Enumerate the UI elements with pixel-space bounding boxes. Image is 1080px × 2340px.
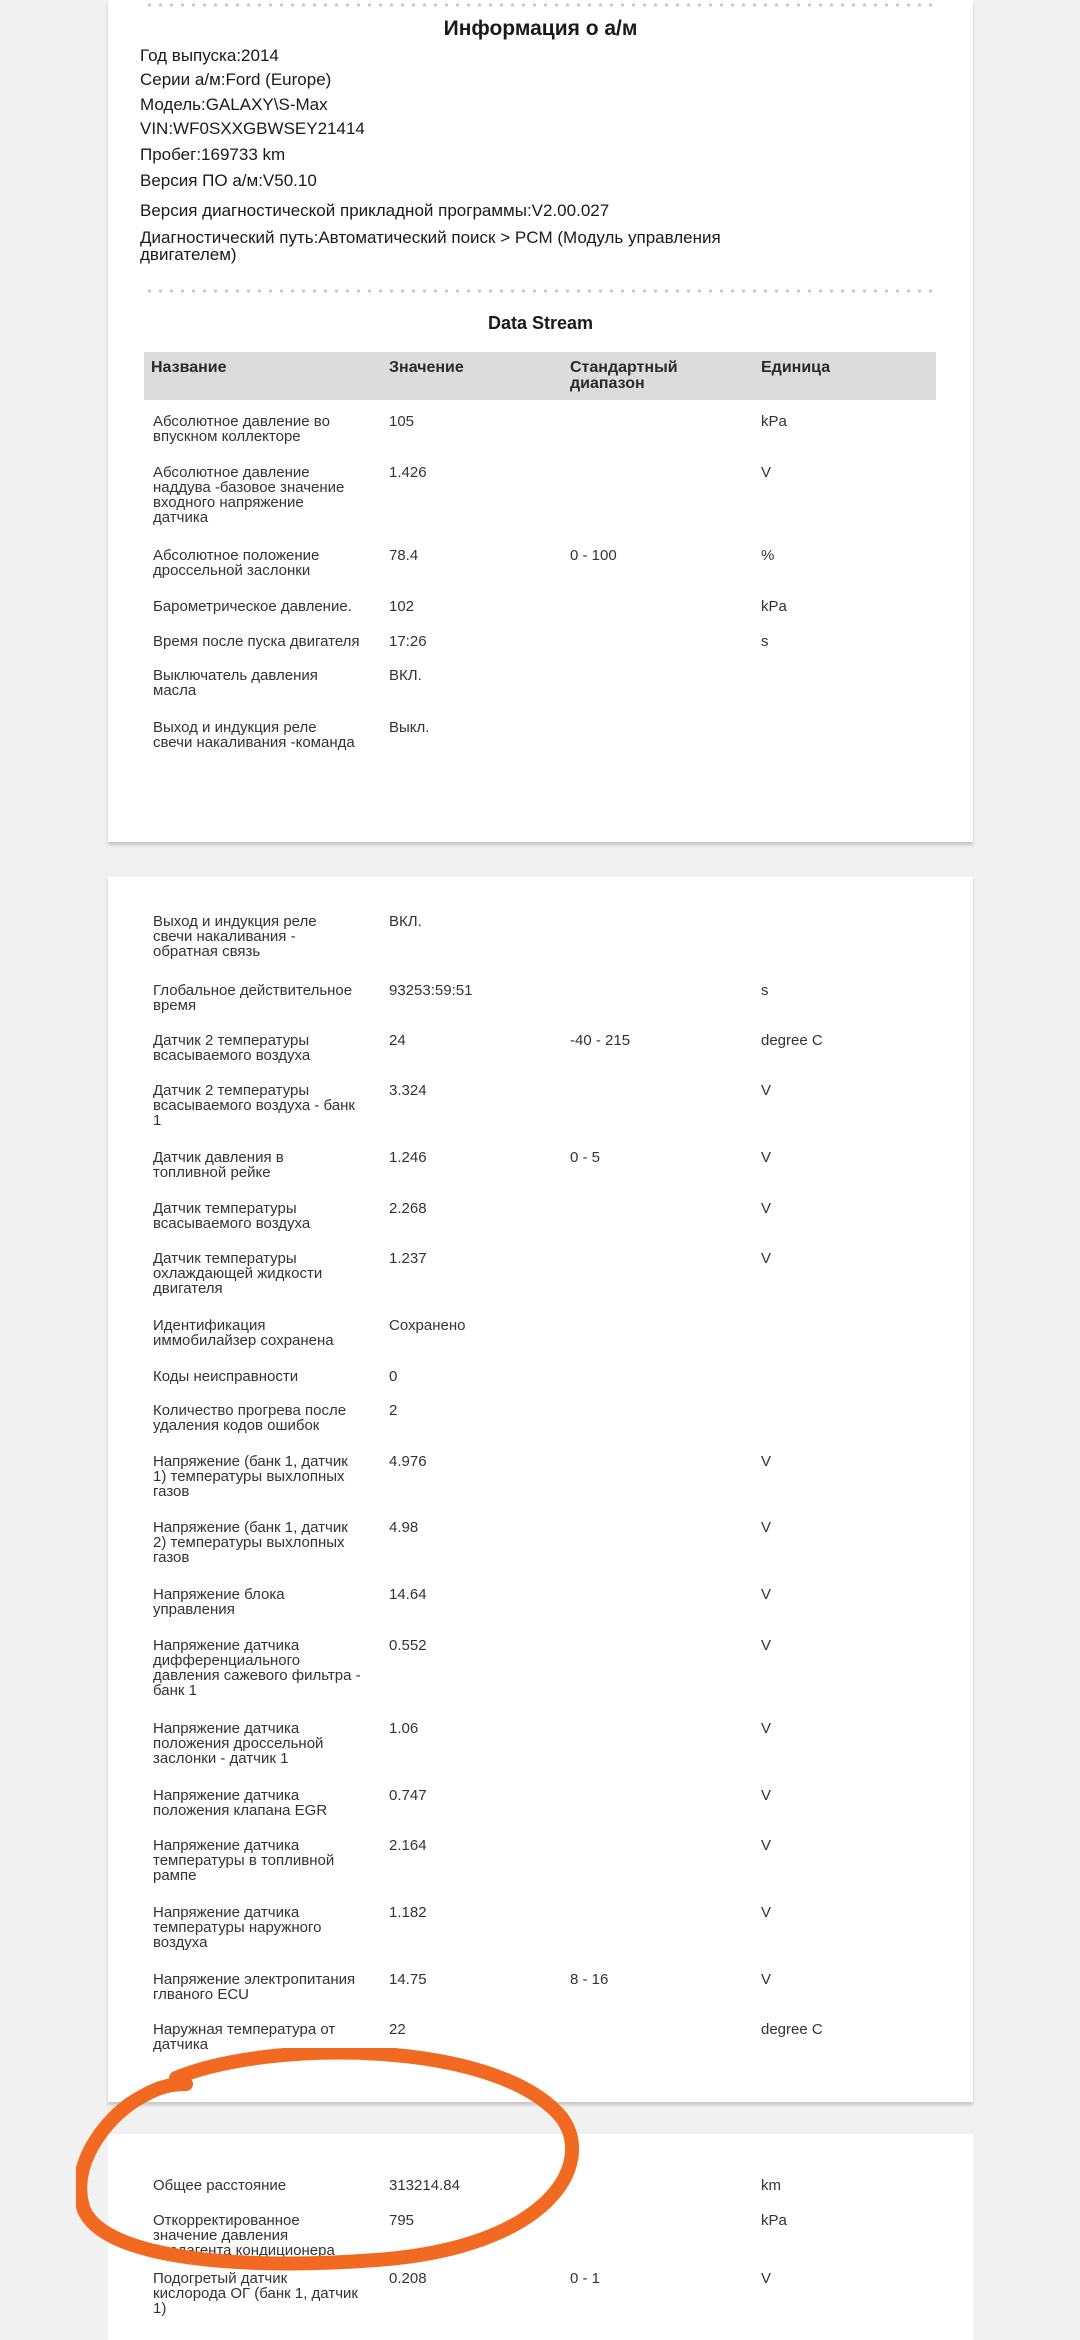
param-name-line: Общее расстояние <box>153 2177 287 2194</box>
param-name-line: Идентификация <box>153 1317 266 1334</box>
param-name-line: двигателя <box>153 1280 223 1297</box>
info-app-version: Версия диагностической прикладной программы:V2.00.027 <box>140 201 610 220</box>
param-name-line: положения клапана EGR <box>153 1802 328 1819</box>
param-unit: kPa <box>761 2212 787 2229</box>
param-name-line: 1) температуры выхлопных <box>153 1468 345 1485</box>
param-name-line: дифференциального <box>153 1652 301 1669</box>
param-unit: degree C <box>761 2021 823 2038</box>
param-name <box>153 1454 378 1499</box>
param-value: 4.976 <box>389 1453 427 1470</box>
param-name-line: входного напряжение <box>153 494 304 511</box>
param-name-line: Количество прогрева после <box>153 1402 347 1419</box>
param-name <box>153 1721 378 1766</box>
param-name-line: управления <box>153 1601 235 1618</box>
param-range: -40 - 215 <box>570 1032 631 1049</box>
param-unit: V <box>761 1837 772 1854</box>
param-unit: V <box>761 1250 772 1267</box>
param-value: 0.747 <box>389 1787 427 1804</box>
param-name <box>153 548 378 578</box>
param-value: 102 <box>389 598 415 615</box>
param-name <box>153 1369 378 1384</box>
param-range: 0 - 5 <box>570 1149 601 1166</box>
param-name-line: Датчик температуры <box>153 1200 297 1217</box>
param-name <box>153 465 378 525</box>
param-name-line: кислорода ОГ (банк 1, датчик <box>153 2285 358 2302</box>
param-name <box>153 2178 378 2193</box>
param-name <box>153 720 378 750</box>
param-name-line: Напряжение датчика <box>153 1837 300 1854</box>
param-unit: V <box>761 1519 772 1536</box>
param-name <box>153 1083 378 1128</box>
param-value: 313214.84 <box>389 2177 460 2194</box>
param-name-line: Датчик давления в <box>153 1149 284 1166</box>
info-diag-path-line1: Диагностический путь:Автоматический поиск > PCM (Модуль управления <box>140 228 721 247</box>
param-name-line: Датчик 2 температуры <box>153 1082 310 1099</box>
param-name-line: положения дроссельной <box>153 1735 324 1752</box>
param-unit: V <box>761 1904 772 1921</box>
param-name-line: Напряжение блока <box>153 1586 285 1603</box>
param-range: 0 - 100 <box>570 547 617 564</box>
report-page-2 <box>108 877 973 2102</box>
param-unit: V <box>761 1200 772 1217</box>
param-name-line: Напряжение датчика <box>153 1720 300 1737</box>
param-unit: V <box>761 1720 772 1737</box>
param-name-line: Абсолютное давление <box>153 464 310 481</box>
param-name <box>153 1318 378 1348</box>
param-value: 14.64 <box>389 1586 427 1603</box>
param-name-line: температуры наружного <box>153 1919 322 1936</box>
param-name-line: газов <box>153 1549 190 1566</box>
param-name-line: датчика <box>153 509 209 526</box>
param-name-line: Абсолютное положение <box>153 547 320 564</box>
param-value: ВКЛ. <box>389 667 422 684</box>
param-name <box>153 1972 378 2002</box>
param-unit: km <box>761 2177 781 2194</box>
param-name-line: банк 1 <box>153 1682 197 1699</box>
param-name-line: удаления кодов ошибок <box>153 1417 320 1434</box>
param-name-line: Время после пуска двигателя <box>153 633 360 650</box>
param-name-line: давления сажевого фильтра - <box>153 1667 361 1684</box>
param-value: 24 <box>389 1032 406 1049</box>
param-name-line: Датчик температуры <box>153 1250 297 1267</box>
param-value: 1.06 <box>389 1720 419 1737</box>
param-value: Выкл. <box>389 719 430 736</box>
param-name-line: Напряжение (банк 1, датчик <box>153 1453 348 1470</box>
param-name <box>153 599 378 614</box>
param-name-line: заслонки - датчик 1 <box>153 1750 289 1767</box>
param-unit: % <box>761 547 775 564</box>
param-value: 1.237 <box>389 1250 427 1267</box>
param-unit: V <box>761 1637 772 1654</box>
param-name-line: воздуха <box>153 1934 208 1951</box>
param-name-line: Напряжение электропитания <box>153 1971 356 1988</box>
table-header <box>144 352 936 400</box>
param-value: 3.324 <box>389 1082 427 1099</box>
param-value: 1.426 <box>389 464 427 481</box>
param-unit: V <box>761 1971 772 1988</box>
param-range: 0 - 1 <box>570 2270 601 2287</box>
param-name-line: Откорректированное <box>153 2212 300 2229</box>
param-name <box>153 1403 378 1433</box>
info-diag-path-line2: двигателем) <box>140 245 237 264</box>
param-name-line: всасываемого воздуха <box>153 1215 311 1232</box>
param-unit: V <box>761 1787 772 1804</box>
param-name-line: Выход и индукция реле <box>153 719 317 736</box>
dotted-divider <box>144 289 939 293</box>
param-name <box>153 668 378 698</box>
header-value: Значение <box>389 359 464 376</box>
header-range <box>570 360 678 392</box>
param-value: 1.182 <box>389 1904 427 1921</box>
param-unit: kPa <box>761 598 787 615</box>
info-software-version: Версия ПО а/м:V50.10 <box>140 171 317 190</box>
param-name <box>153 1788 378 1818</box>
header-name: Название <box>151 359 227 376</box>
param-value: 2.164 <box>389 1837 427 1854</box>
param-name <box>153 1905 378 1950</box>
param-name-line: Датчик 2 температуры <box>153 1032 310 1049</box>
param-unit: kPa <box>761 413 787 430</box>
param-value: 22 <box>389 2021 406 2038</box>
param-unit: V <box>761 1082 772 1099</box>
param-value: 795 <box>389 2212 415 2229</box>
param-name <box>153 1520 378 1565</box>
param-name-line: Барометрическое давление. <box>153 598 352 615</box>
param-name-line: топливной рейке <box>153 1164 271 1181</box>
param-name-line: Напряжение (банк 1, датчик <box>153 1519 348 1536</box>
info-mileage: Пробег:169733 km <box>140 145 286 164</box>
param-name <box>153 1033 378 1063</box>
param-value: 78.4 <box>389 547 419 564</box>
param-name-line: Наружная температура от <box>153 2021 336 2038</box>
param-name-line: охлаждающей жидкости <box>153 1265 323 1282</box>
param-value: 2 <box>389 1402 398 1419</box>
param-value: 0.208 <box>389 2270 427 2287</box>
param-unit: V <box>761 2270 772 2287</box>
param-name <box>153 1201 378 1231</box>
header-unit: Единица <box>761 359 831 376</box>
param-name-line: 1 <box>153 1112 162 1129</box>
param-name-line: Напряжение датчика <box>153 1787 300 1804</box>
info-diag-path <box>140 229 721 263</box>
param-name-line: всасываемого воздуха - банк <box>153 1097 355 1114</box>
param-name-line: обратная связь <box>153 943 261 960</box>
param-unit: V <box>761 1586 772 1603</box>
param-name <box>153 2213 378 2258</box>
dotted-divider <box>144 3 939 7</box>
param-name <box>153 983 378 1013</box>
info-year: Год выпуска:2014 <box>140 46 279 65</box>
param-name <box>153 1251 378 1296</box>
info-vin: VIN:WF0SXXGBWSEY21414 <box>140 119 365 138</box>
param-name <box>153 1638 378 1698</box>
param-unit: V <box>761 1453 772 1470</box>
param-name-line: дроссельной заслонки <box>153 562 311 579</box>
param-name-line: Напряжение датчика <box>153 1904 300 1921</box>
param-name-line: Коды неисправности <box>153 1368 299 1385</box>
info-series: Серии а/м:Ford (Europe) <box>140 70 332 89</box>
param-name-line: Подогретый датчик <box>153 2270 288 2287</box>
param-value: ВКЛ. <box>389 913 422 930</box>
param-value: Сохранено <box>389 1317 466 1334</box>
report-page-3 <box>108 2134 973 2340</box>
param-unit: V <box>761 1149 772 1166</box>
param-name-line: впускном коллекторе <box>153 428 301 445</box>
param-unit: s <box>761 982 769 999</box>
header-range-line1: Стандартный <box>570 359 678 376</box>
param-unit: degree C <box>761 1032 823 1049</box>
param-name-line: время <box>153 997 197 1014</box>
param-name-line: глваного ECU <box>153 1986 249 2003</box>
param-name-line: свечи накаливания - <box>153 928 296 945</box>
param-name-line: свечи накаливания -команда <box>153 734 355 751</box>
param-unit: V <box>761 464 772 481</box>
param-name <box>153 634 378 649</box>
param-name <box>153 414 378 444</box>
report-page-1 <box>108 0 973 842</box>
param-name-line: газов <box>153 1483 190 1500</box>
info-model: Модель:GALAXY\S-Max <box>140 95 328 114</box>
param-name-line: значение давления <box>153 2227 289 2244</box>
param-value: 14.75 <box>389 1971 427 1988</box>
param-name-line: Глобальное действительное <box>153 982 353 999</box>
param-name <box>153 1587 378 1617</box>
param-name-line: масла <box>153 682 197 699</box>
param-value: 93253:59:51 <box>389 982 473 999</box>
param-name-line: всасываемого воздуха <box>153 1047 311 1064</box>
param-name-line: Выключатель давления <box>153 667 318 684</box>
param-name <box>153 2271 378 2316</box>
param-name-line: 1) <box>153 2300 167 2317</box>
param-name-line: рампе <box>153 1867 197 1884</box>
param-range: 8 - 16 <box>570 1971 609 1988</box>
param-name-line: датчика <box>153 2036 209 2053</box>
param-name <box>153 1838 378 1883</box>
param-name-line: хладагента кондиционера <box>153 2242 335 2259</box>
param-name-line: наддува -базовое значение <box>153 479 345 496</box>
param-value: 0 <box>389 1368 398 1385</box>
param-value: 0.552 <box>389 1637 427 1654</box>
header-range-line2: диапазон <box>570 375 645 392</box>
param-value: 4.98 <box>389 1519 419 1536</box>
param-value: 17:26 <box>389 633 427 650</box>
param-name-line: Напряжение датчика <box>153 1637 300 1654</box>
param-name-line: температуры в топливной <box>153 1852 335 1869</box>
param-name <box>153 914 378 959</box>
page-title: Информация о а/м <box>443 17 638 40</box>
param-name-line: Абсолютное давление во <box>153 413 330 430</box>
param-unit: s <box>761 633 769 650</box>
param-value: 105 <box>389 413 415 430</box>
param-name <box>153 1150 378 1180</box>
param-name-line: иммобилайзер сохранена <box>153 1332 334 1349</box>
param-value: 2.268 <box>389 1200 427 1217</box>
param-name-line: 2) температуры выхлопных <box>153 1534 345 1551</box>
param-name-line: Выход и индукция реле <box>153 913 317 930</box>
param-value: 1.246 <box>389 1149 427 1166</box>
param-name <box>153 2022 378 2052</box>
data-stream-title: Data Stream <box>487 313 594 333</box>
